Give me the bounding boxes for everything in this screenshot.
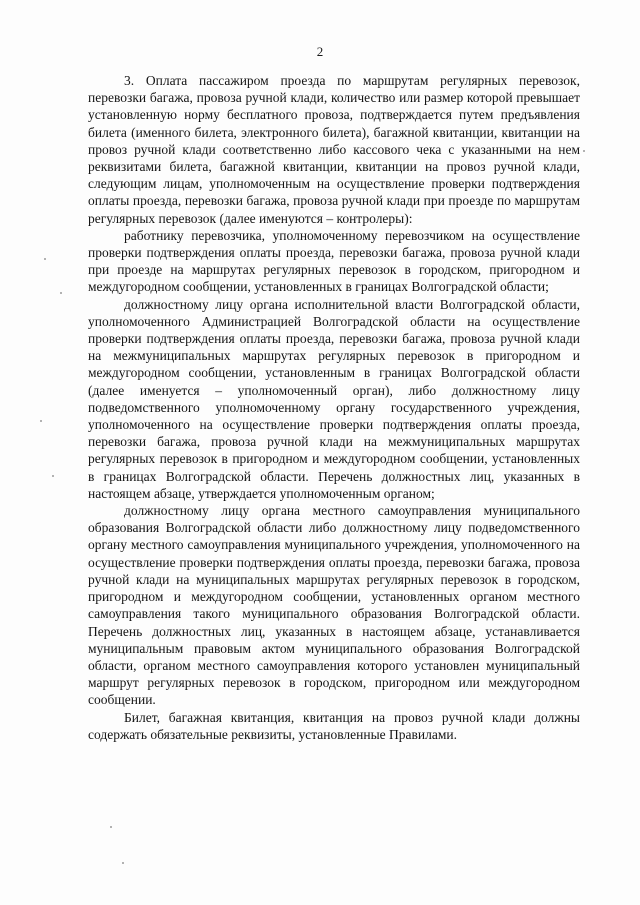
scan-speck xyxy=(583,150,585,152)
scan-speck xyxy=(122,862,124,864)
paragraph-ticket-requisites: Билет, багажная квитанция, квитанция на провоз ручной клади должны содержать обязательные реквизиты, установленные Правилами. xyxy=(88,709,580,742)
scan-speck xyxy=(44,258,46,260)
scan-speck xyxy=(52,475,54,477)
scan-speck xyxy=(110,826,112,828)
scan-speck xyxy=(60,292,62,294)
paragraph-regional-official: должностному лицу органа исполнительной власти Волгоградской области, уполномоченного Администрацией Волгоградской области на осуществление проверки подтверждения оплаты проезда, перевозки багажа, провоза ручной клади на межмуниципальных маршрутах регулярных перевозок в пригородном и междугородном сообщении, установленным в границах Волгоградской области (далее именуется – уполномоченный орган), либо должностному лицу подведомственного уполномоченному органу государственного учреждения, уполномоченного на осуществление проверки подтверждения оплаты проезда, перевозки багажа, провоза ручной клади на межмуниципальных маршрутах регулярных перевозок в пригородном и междугородном сообщении, установленных в границах Волгоградской области. Перечень должностных лиц, указанных в настоящем абзаце, утверждается уполномоченным органом; xyxy=(88,296,580,501)
paragraph-payment-confirmation: 3. Оплата пассажиром проезда по маршрутам регулярных перевозок, перевозки багажа, провоза ручной клади, количество или размер которой превышает установленную норму бесплатного провоза, подтверждается путем предъявления билета (именного билета, электронного билета), багажной квитанции, квитанции на провоз ручной клади соответственно либо кассового чека с указанными на нем реквизитами билета, багажной квитанции, квитанции на провоз ручной клади, следующим лицам, уполномоченным на осуществление проверки подтверждения оплаты проезда, перевозки багажа, провоза ручной клади при проезде по маршрутам регулярных перевозок (далее именуются – контролеры): xyxy=(88,73,580,226)
page-number: 2 xyxy=(316,44,324,59)
document-body xyxy=(88,72,580,743)
paragraph-carrier-employee: работнику перевозчика, уполномоченному перевозчиком на осуществление проверки подтверждения оплаты проезда, перевозки багажа, провоза ручной клади при проезде на маршрутах регулярных перевозок в городском, пригородном и междугородном сообщении, установленных в границах Волгоградской области; xyxy=(88,227,580,295)
scan-speck xyxy=(40,420,42,422)
paragraph-municipal-official: должностному лицу органа местного самоуправления муниципального образования Волгоградской области либо должностному лицу подведомственного органу местного самоуправления муниципального учреждения, уполномоченного на осуществление проверки подтверждения оплаты проезда, перевозки багажа, провоза ручной клади на муниципальных маршрутах регулярных перевозок в городском, пригородном и междугородном сообщении, установленных органом местного самоуправления такого муниципального образования Волгоградской области. Перечень должностных лиц, указанных в настоящем абзаце, устанавливается муниципальным правовым актом муниципального образования Волгоградской области, органом местного самоуправления которого установлен муниципальный маршрут регулярных перевозок в городском, пригородном или междугородном сообщении. xyxy=(88,503,580,708)
